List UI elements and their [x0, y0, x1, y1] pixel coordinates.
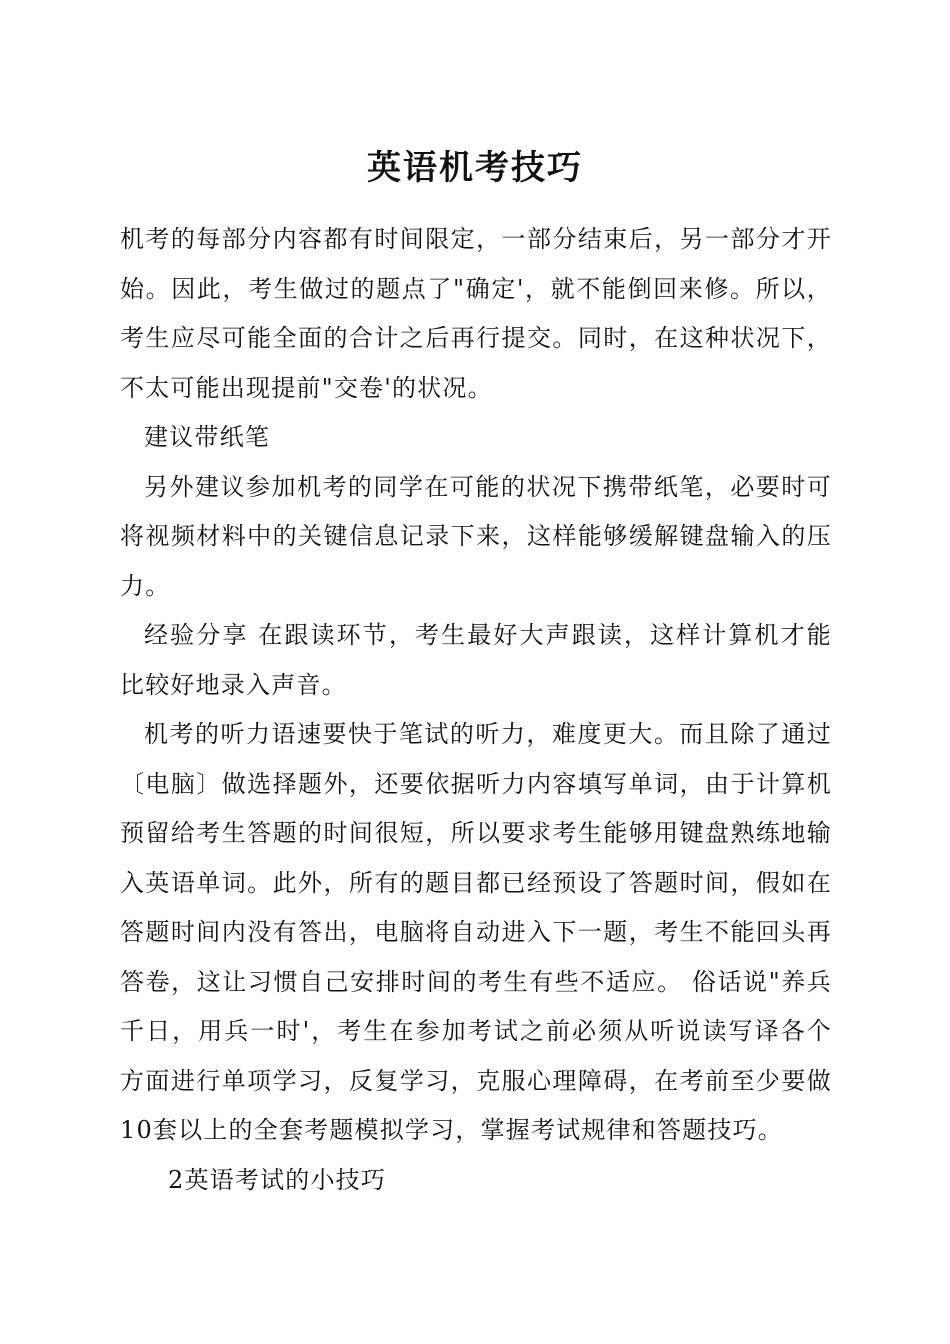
document-body	[120, 215, 832, 1205]
section-heading: 建议带纸笔	[144, 423, 270, 451]
paragraph: 另外建议参加机考的同学在可能的状况下携带纸笔，必要时可将视频材料中的关键信息记录下来，这样能够缓解键盘输入的压力。	[120, 472, 832, 600]
section-heading: 2英语考试的小技巧	[168, 1165, 387, 1194]
paragraph: 经验分享 在跟读环节，考生最好大声跟读，这样计算机才能比较好地录入声音。	[120, 621, 832, 699]
document-title: 英语机考技巧	[367, 148, 583, 188]
paragraph: 机考的听力语速要快于笔试的听力，难度更大。而且除了通过〔电脑〕做选择题外，还要依据听力内容填写单词，由于计算机预留给考生答题的时间很短，所以要求考生能够用键盘熟练地输入英语单词。此外，所有的题目都已经预设了答题时间，假如在答题时间内没有答出，电脑将自动进入下一题，考生不能回头再答卷，这让习惯自己安排时间的考生有些不适应。 俗话说"养兵千日，用兵一时'，考生在参加考试之前必须从听说读写译各个方面进行单项学习，反复学习，克服心理障碍，在考前至少要做10套以上的全套考题模拟学习，掌握考试规律和答题技巧。	[120, 720, 832, 1144]
paragraph: 机考的每部分内容都有时间限定，一部分结束后，另一部分才开始。因此，考生做过的题点了"确定'，就不能倒回来修。所以，考生应尽可能全面的合计之后再行提交。同时，在这种状况下，不太可能出现提前"交卷'的状况。	[120, 225, 832, 402]
